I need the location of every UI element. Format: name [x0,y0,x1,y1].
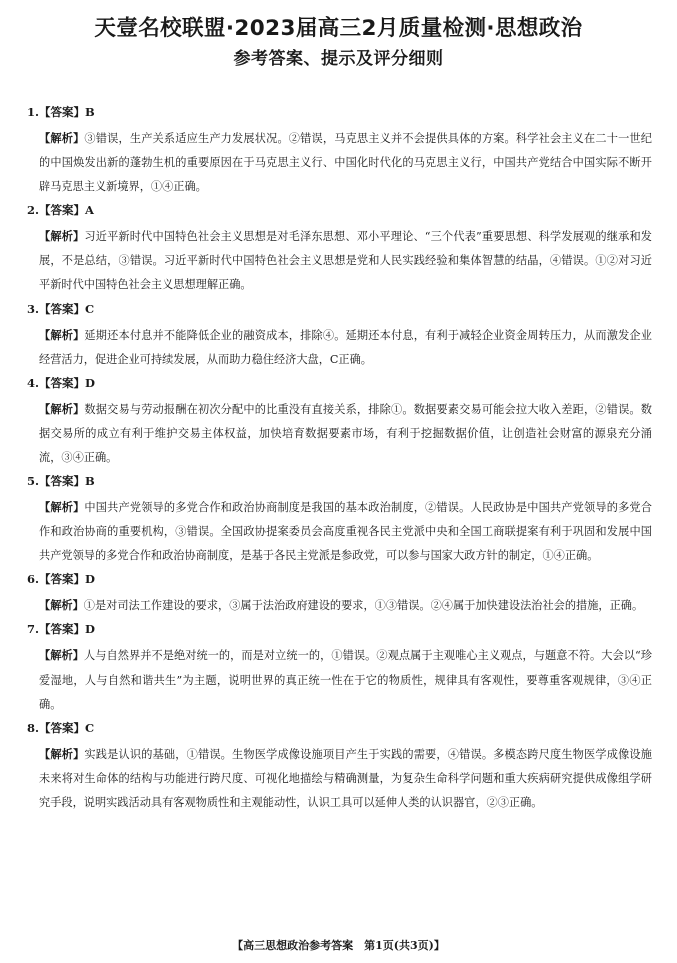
answer-list [27,105,652,819]
answer-label: 【答案】 [39,622,86,637]
answer-line [27,572,652,587]
answer-value: C [85,720,95,735]
analysis-text: ③错误，生产关系适应生产力发展状况。②错误，马克思主义并不会提供具体的方案。科学社会主义在二十一世纪的中国焕发出新的蓬勃生机的重要原因在于马克思主义行、中国化时代化的马克思主义行，中国共产党结合中国实际不断开辟马克思主义新境界，①④正确。 [39,132,652,194]
question-number: 3. [27,301,40,316]
analysis-text: 人与自然界并不是绝对统一的，而是对立统一的，①错误。②观点属于主观唯心主义观点，与题意不符。大会以“珍爱湿地，人与自然和谐共生”为主题，说明世界的真正统一性在于它的物质性，规律具有客观性，要尊重客观规律，③④正确。 [39,649,652,711]
answer-value: D [85,375,95,390]
page-title: 天壹名校联盟·2023届高三2月质量检测·思想政治 [94,16,583,41]
question-5 [27,474,652,568]
answer-label: 【答案】 [39,203,86,218]
analysis-label: 【解析】 [39,229,85,244]
answer-value: D [85,572,95,587]
question-3 [27,302,652,372]
page-subtitle: 参考答案、提示及评分细则 [233,49,444,69]
question-number: 5. [27,474,40,489]
answer-line [27,721,652,736]
analysis-label: 【解析】 [39,500,85,515]
question-number: 7. [27,622,40,637]
analysis-paragraph [39,323,652,372]
analysis-label: 【解析】 [39,131,85,145]
answer-line [27,302,652,317]
question-number: 2. [27,203,40,218]
analysis-label: 【解析】 [39,746,85,761]
answer-label: 【答案】 [39,720,86,735]
analysis-paragraph [39,593,652,618]
analysis-paragraph [39,742,652,815]
analysis-text: 习近平新时代中国特色社会主义思想是对毛泽东思想、邓小平理论、“三个代表”重要思想、科学发展观的继承和发展，不是总结，③错误。习近平新时代中国特色社会主义思想是党和人民实践经验和集体智慧的结晶，④错误。①②对习近平新时代中国特色社会主义思想理解正确。 [39,230,652,292]
answer-value: C [85,301,95,316]
question-8 [27,721,652,815]
analysis-text: 数据交易与劳动报酬在初次分配中的比重没有直接关系，排除①。数据要素交易可能会拉大收入差距，②错误。数据交易所的成立有利于维护交易主体权益，加快培育数据要素市场，有利于挖掘数据价值，让创造社会财富的源泉充分涌流，③④正确。 [39,402,652,464]
answer-value: D [85,622,95,637]
answer-line [27,474,652,489]
answer-line [27,203,652,218]
analysis-paragraph [39,495,652,568]
analysis-label: 【解析】 [39,327,85,342]
analysis-paragraph [39,126,652,199]
analysis-paragraph [39,643,652,716]
answer-label: 【答案】 [39,301,86,316]
question-number: 8. [27,720,40,735]
analysis-label: 【解析】 [39,401,85,416]
analysis-label: 【解析】 [39,598,84,613]
page-footer: 【高三思想政治参考答案 第1页(共3页)】 [232,939,445,952]
question-2 [27,203,652,297]
question-6 [27,572,652,618]
question-1 [27,105,652,199]
answer-value: A [85,203,94,218]
answer-label: 【答案】 [39,105,86,119]
answer-line [27,622,652,637]
question-7 [27,622,652,716]
analysis-paragraph [39,397,652,470]
answer-label: 【答案】 [39,572,86,587]
answer-label: 【答案】 [39,375,86,390]
answer-value: B [85,105,95,119]
question-number: 4. [27,375,40,390]
answer-value: B [85,474,95,489]
question-number: 1. [27,105,40,119]
analysis-text: 中国共产党领导的多党合作和政治协商制度是我国的基本政治制度，②错误。人民政协是中国共产党领导的多党合作和政治协商的重要机构，③错误。全国政协提案委员会高度重视各民主党派中央和全国工商联提案有利于巩固和发展中国共产党领导的多党合作和政治协商制度，是基于各民主党派是参政党，可以参与国家大政方针的制定，①④正确。 [39,501,652,563]
analysis-label: 【解析】 [39,648,84,663]
answer-label: 【答案】 [39,474,86,489]
analysis-text: 实践是认识的基础，①错误。生物医学成像设施项目产生于实践的需要，④错误。多模态跨尺度生物医学成像设施未来将对生命体的结构与功能进行跨尺度、可视化地描绘与精确测量，为复杂生命科学问题和重大疾病研究提供成像组学研究手段，说明实践活动具有客观物质性和主观能动性，认识工具可以延伸人类的认识器官，②③正确。 [39,747,652,809]
analysis-paragraph [39,224,652,297]
question-4 [27,376,652,470]
answer-line [27,105,652,120]
answer-line [27,376,652,391]
analysis-text: ①是对司法工作建设的要求，③属于法治政府建设的要求，①③错误。②④属于加快建设法治社会的措施，正确。 [83,599,644,613]
analysis-text: 延期还本付息并不能降低企业的融资成本，排除④。延期还本付息，有利于减轻企业资金周转压力，从而激发企业经营活力，促进企业可持续发展，从而助力稳住经济大盘，C正确。 [39,328,652,366]
question-number: 6. [27,572,40,587]
